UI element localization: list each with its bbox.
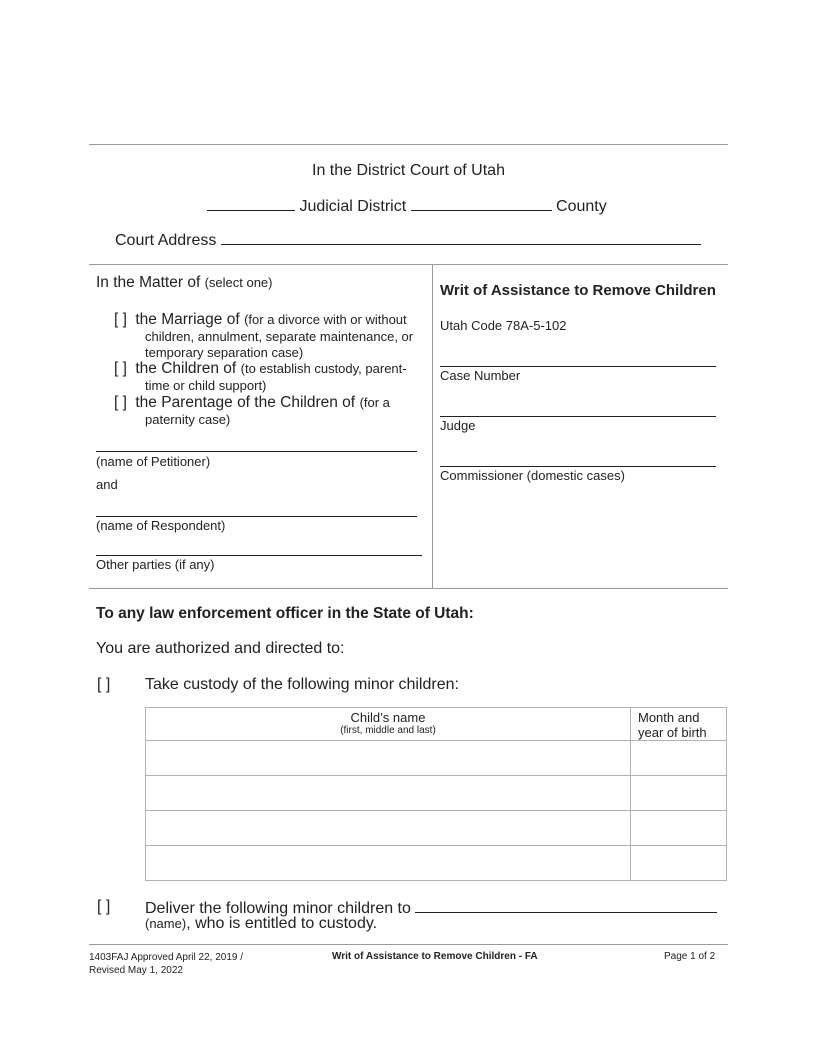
take-custody-checkbox[interactable]: [ ] [97, 676, 111, 693]
county-field[interactable] [411, 196, 552, 211]
parentage-checkbox[interactable]: [ ] [114, 394, 127, 411]
commissioner-label: Commissioner (domestic cases) [440, 468, 625, 483]
judicial-district-label: Judicial District [299, 198, 407, 215]
in-the-matter-of: In the Matter of (select one) [96, 274, 273, 291]
children-table [145, 707, 727, 881]
custodian-name-field[interactable] [415, 898, 717, 913]
page-number: Page 1 of 2 [664, 951, 716, 962]
table-row [146, 741, 727, 776]
child-name-cell[interactable] [146, 811, 631, 846]
top-rule [89, 144, 728, 145]
other-parties-field[interactable] [96, 555, 422, 556]
respondent-label: (name of Respondent) [96, 518, 226, 533]
judicial-district-field[interactable] [207, 196, 295, 211]
birth-cell[interactable] [631, 776, 727, 811]
children-table-header [146, 708, 727, 741]
petitioner-field[interactable] [96, 451, 417, 452]
table-row [146, 776, 727, 811]
commissioner-field[interactable] [440, 466, 716, 467]
case-number-label: Case Number [440, 368, 521, 383]
addressee-heading: To any law enforcement officer in the State of Utah: [96, 605, 474, 622]
court-title: In the District Court of Utah [312, 162, 505, 179]
footer-rule [89, 944, 728, 945]
county-label: County [556, 198, 607, 215]
petitioner-label: (name of Petitioner) [96, 454, 211, 469]
option-parentage: [ ] the Parentage of the Children of (for a paternity case) [114, 394, 390, 427]
child-name-header: Child’s name (first, middle and last) [146, 708, 631, 741]
birth-cell[interactable] [631, 741, 727, 776]
other-parties-label: Other parties (if any) [96, 557, 215, 572]
deliver-line-2: (name), who is entitled to custody. [145, 915, 378, 932]
take-custody-text: Take custody of the following minor children: [145, 676, 459, 693]
option-children: [ ] the Children of (to establish custody, parent- time or child support) [114, 360, 407, 393]
caption-top-rule [89, 264, 728, 265]
child-name-cell[interactable] [146, 776, 631, 811]
birth-cell[interactable] [631, 846, 727, 881]
district-county-line [207, 196, 607, 216]
birth-cell[interactable] [631, 811, 727, 846]
and-label: and [96, 477, 118, 492]
document-title: Writ of Assistance to Remove Children [440, 282, 716, 299]
marriage-checkbox[interactable]: [ ] [114, 311, 127, 328]
child-name-cell[interactable] [146, 846, 631, 881]
table-row [146, 846, 727, 881]
deliver-checkbox[interactable]: [ ] [97, 898, 111, 915]
table-row [146, 811, 727, 846]
court-address-line [115, 230, 701, 250]
caption-divider [432, 264, 433, 588]
children-checkbox[interactable]: [ ] [114, 360, 127, 377]
deliver-text: Deliver the following minor children to [145, 900, 411, 917]
child-name-cell[interactable] [146, 741, 631, 776]
authorized-text: You are authorized and directed to: [96, 640, 345, 657]
caption-bottom-rule [89, 588, 728, 589]
judge-label: Judge [440, 418, 476, 433]
footer-title: Writ of Assistance to Remove Children - FA [332, 951, 538, 962]
form-id: 1403FAJ Approved April 22, 2019 / Revised May 1, 2022 [89, 952, 243, 976]
option-marriage: [ ] the Marriage of (for a divorce with or without children, annulment, separate maintenance, or temporary separation case) [114, 311, 414, 360]
court-address-label: Court Address [115, 232, 217, 249]
respondent-field[interactable] [96, 516, 417, 517]
court-address-field[interactable] [221, 230, 701, 245]
case-number-field[interactable] [440, 366, 716, 367]
judge-field[interactable] [440, 416, 716, 417]
birth-header: Month and year of birth [631, 708, 727, 741]
utah-code: Utah Code 78A-5-102 [440, 318, 567, 333]
